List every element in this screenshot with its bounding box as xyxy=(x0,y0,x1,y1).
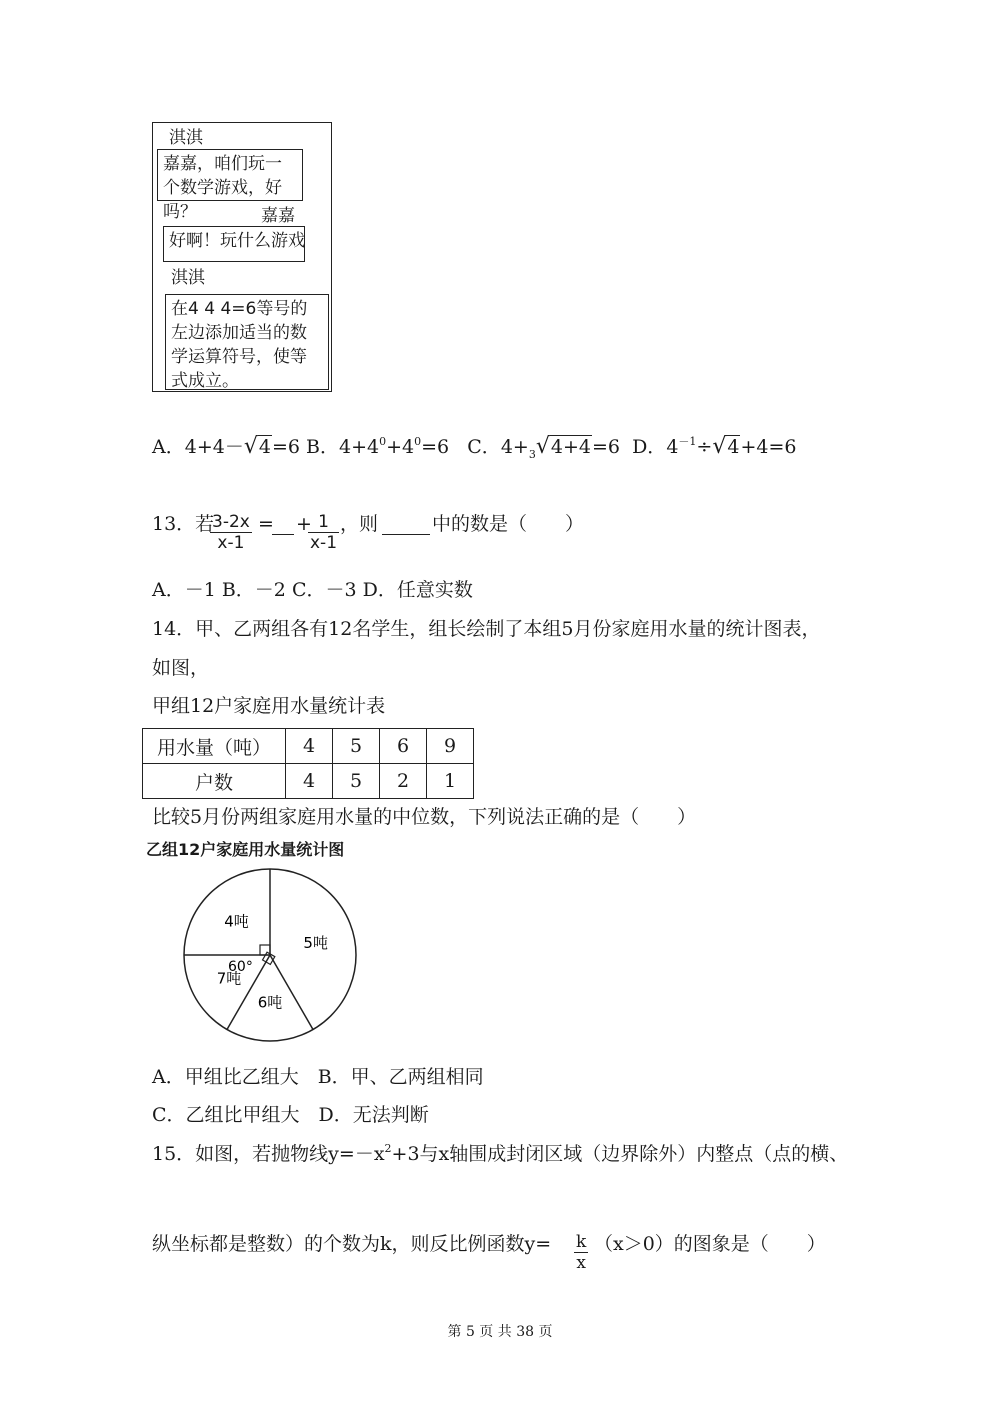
table-cell: 2 xyxy=(380,764,427,799)
speaker-qiqi-2: 淇淇 xyxy=(171,268,205,288)
option-c-radicand: 4+4 xyxy=(550,436,591,458)
table-cell: 4 xyxy=(286,729,333,764)
q12-options xyxy=(152,435,796,467)
pie-slice-label: 6吨 xyxy=(257,993,283,1012)
q13-suffix-b: 中的数是（ ） xyxy=(432,513,585,535)
q13-blank-1 xyxy=(272,514,296,534)
pie-slice-label: 7吨 xyxy=(216,969,242,988)
speaker-jiajia: 嘉嘉 xyxy=(261,206,295,226)
pie-slice-label: 5吨 xyxy=(303,933,328,952)
angle-annotation: 60° xyxy=(228,959,253,975)
table-header-cell: 用水量（吨） xyxy=(143,729,286,764)
table-row xyxy=(143,764,474,799)
table-cell: 1 xyxy=(427,764,474,799)
q13-suffix-a: ，则 xyxy=(340,513,379,535)
option-b-mid: +4 xyxy=(386,436,415,458)
q13-equals: = xyxy=(258,513,274,535)
q15-line-2b: （x＞0）的图象是（ ） xyxy=(594,1233,826,1255)
table-row xyxy=(143,729,474,764)
q13-options: A．－1 B．－2 C．－3 D．任意实数 xyxy=(152,579,473,601)
page-number-footer: 第 5 页 共 38 页 xyxy=(447,1324,553,1340)
q15-line-1 xyxy=(152,1142,848,1166)
q15-line1-a: 15．如图，若抛物线y=－x xyxy=(152,1143,385,1165)
table-title: 甲组12户家庭用水量统计表 xyxy=(152,695,386,717)
pie-title: 乙组12户家庭用水量统计图 xyxy=(146,840,345,859)
cube-root-sign: √ xyxy=(535,434,550,459)
speaker-qiqi-1: 淇淇 xyxy=(169,128,203,148)
table-header-cell: 户数 xyxy=(143,764,286,799)
option-a-label: A． xyxy=(152,436,185,458)
q15-line1-b: +3与x轴围成封闭区域（边界除外）内整点（点的横、 xyxy=(391,1143,849,1165)
q15-frac-numerator: k xyxy=(576,1232,587,1252)
q14-options-line-1: A．甲组比乙组大 B．甲、乙两组相同 xyxy=(152,1066,484,1088)
option-b-tail: =6 xyxy=(421,436,450,458)
option-d-text: 4 xyxy=(666,436,679,458)
q13-frac1-denominator: x-1 xyxy=(217,533,245,553)
option-c-tail: =6 xyxy=(591,436,620,458)
q14-line-1: 14．甲、乙两组各有12名学生，组长绘制了本组5月份家庭用水量的统计图表， xyxy=(152,618,821,640)
table-cell: 4 xyxy=(286,764,333,799)
pie-chart xyxy=(170,860,370,1050)
q13-frac1-numerator: 3-2x xyxy=(212,512,250,532)
option-b-text: 4+4 xyxy=(339,436,380,458)
sqrt-sign-d: √ xyxy=(712,434,727,459)
q13-fraction-2 xyxy=(308,512,339,553)
water-usage-table xyxy=(142,728,474,799)
q13-frac2-numerator: 1 xyxy=(308,512,339,533)
q13-blank-2 xyxy=(382,514,432,534)
speech-bubble-1: 嘉嘉，咱们玩一个数学游戏，好吗？ xyxy=(157,149,303,201)
option-a-radicand: 4 xyxy=(258,436,271,458)
q15-exponent: 2 xyxy=(384,1142,392,1155)
option-c-text: 4+ xyxy=(500,436,529,458)
option-a-tail: =6 xyxy=(271,436,300,458)
option-d-radicand: 4 xyxy=(727,436,740,458)
option-d-div: ÷ xyxy=(696,436,713,458)
q13-plus: + xyxy=(296,513,312,535)
option-b-exp2: 0 xyxy=(414,435,422,448)
option-c-label: C． xyxy=(467,436,501,458)
q13-frac2-denominator: x-1 xyxy=(310,533,338,553)
option-d-exp: －1 xyxy=(678,435,697,448)
q13-prefix: 13．若 xyxy=(152,513,215,535)
q14-line-2: 如图， xyxy=(152,657,210,679)
q13-fraction-1 xyxy=(210,512,252,553)
pie-slice-lines xyxy=(184,869,313,1029)
option-c-root-index: 3 xyxy=(528,447,536,461)
option-d-tail: +4=6 xyxy=(740,436,797,458)
option-b-exp1: 0 xyxy=(379,435,387,448)
pie-slice-boundary xyxy=(270,955,313,1029)
speech-bubble-3: 在4 4 4=6等号的左边添加适当的数学运算符号，使等式成立。 xyxy=(165,294,329,390)
q14-question: 比较5月份两组家庭用水量的中位数，下列说法正确的是（ ） xyxy=(152,806,697,828)
table-cell: 5 xyxy=(333,729,380,764)
q14-options-line-2: C．乙组比甲组大 D．无法判断 xyxy=(152,1104,429,1126)
pie-slice-label: 4吨 xyxy=(224,912,249,931)
q15-fraction xyxy=(574,1232,588,1273)
dialog-figure xyxy=(152,122,332,392)
option-d-label: D． xyxy=(632,436,667,458)
q15-frac-denominator: x xyxy=(576,1253,586,1273)
table-cell: 9 xyxy=(427,729,474,764)
sqrt-sign: √ xyxy=(243,434,258,459)
option-a-text: 4+4－ xyxy=(184,436,244,458)
table-cell: 6 xyxy=(380,729,427,764)
speech-bubble-2: 好啊！玩什么游戏 xyxy=(163,226,305,262)
table-cell: 5 xyxy=(333,764,380,799)
q15-line-2a: 纵坐标都是整数）的个数为k，则反比例函数y= xyxy=(152,1233,552,1255)
option-b-label: B． xyxy=(306,436,339,458)
